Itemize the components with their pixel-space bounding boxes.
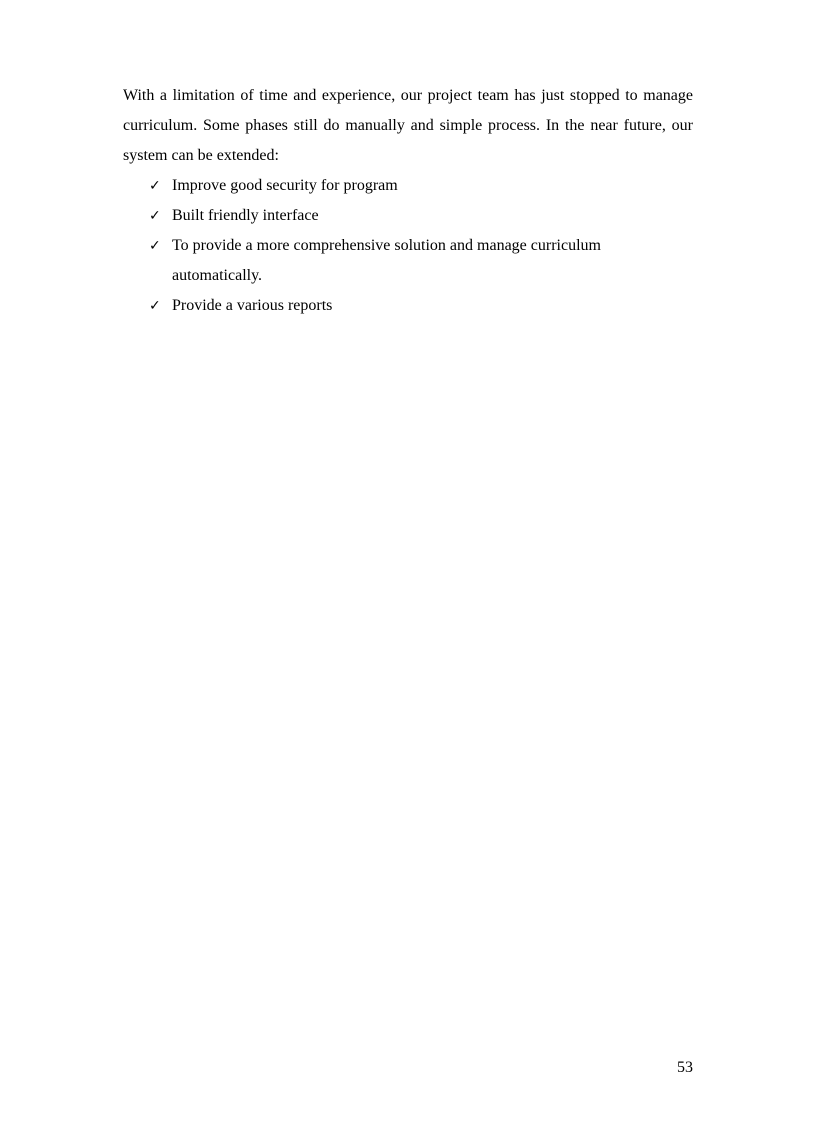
extension-list: [123, 171, 693, 321]
list-item-text: To provide a more comprehensive solution and manage curriculum automatically.: [172, 237, 601, 284]
list-item: [149, 171, 693, 201]
list-item: [149, 291, 693, 321]
body-paragraph: With a limitation of time and experience, our project team has just stopped to manage curriculum. Some phases still do manually and simple process. In the near future, our system can be extended:: [123, 87, 693, 164]
page-content: [123, 81, 693, 321]
checkmark-icon: ✓: [149, 178, 161, 194]
list-item: [149, 231, 693, 291]
list-item-text: Built friendly interface: [172, 207, 319, 224]
checkmark-icon: ✓: [149, 208, 161, 224]
list-item: [149, 201, 693, 231]
checkmark-icon: ✓: [149, 238, 161, 254]
list-item-text: Improve good security for program: [172, 177, 398, 194]
page-number: 53: [677, 1059, 693, 1076]
checkmark-icon: ✓: [149, 298, 161, 314]
list-item-text: Provide a various reports: [172, 297, 333, 314]
